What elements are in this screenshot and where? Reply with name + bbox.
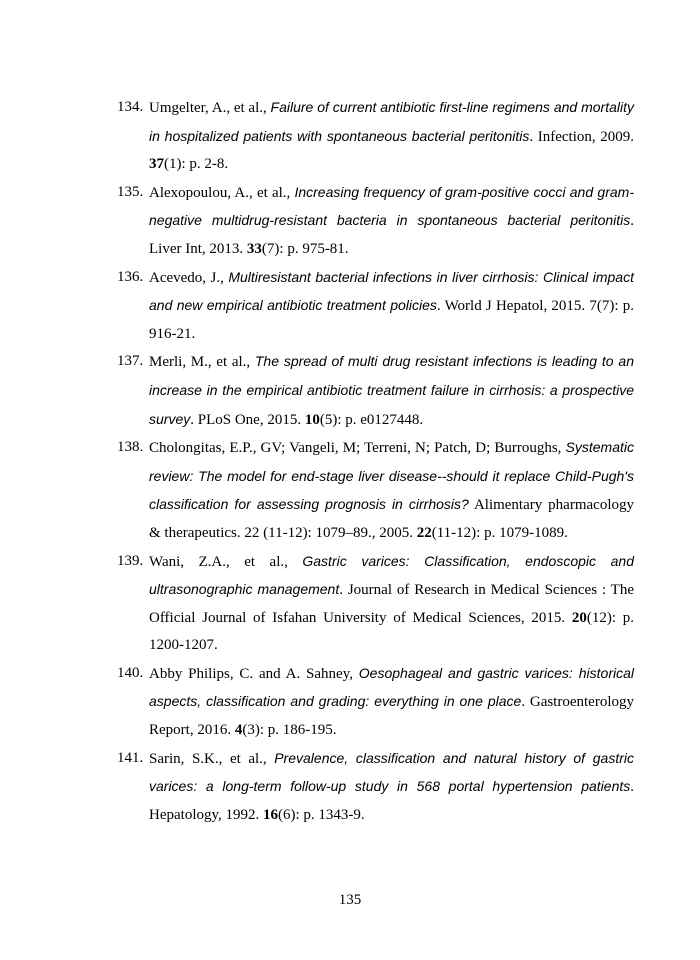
reference-number: 141. <box>117 749 144 766</box>
reference-source: Journal of Research in Medical Sciences : The Official Journal of Isfahan University of Medical Sciences, 2015. <box>149 582 634 626</box>
reference-volume: 33 <box>246 240 262 257</box>
reference-source: Hepatology, 1992. <box>149 806 260 823</box>
reference-item: 140. Abby Philips, C. and A. Sahney, Oesophageal and gastric varices: historical aspects, classification and grading: everything in one place. Gastroenterology Report, 2016. 4(3): p. 186-195. <box>117 660 634 745</box>
reference-source: Infection, 2009. <box>537 128 634 145</box>
reference-source: Liver Int, 2013. <box>149 240 244 257</box>
reference-authors: Sarin, S.K., et al., <box>149 750 267 767</box>
reference-source: World J Hepatol, 2015. 7(7): p. 916-21. <box>149 298 634 342</box>
reference-item: 136. Acevedo, J., Multiresistant bacterial infections in liver cirrhosis: Clinical impact and new empirical antibiotic treatment policies. World J Hepatol, 2015. 7(7): p. 916-21. <box>117 264 634 349</box>
reference-item: 141. Sarin, S.K., et al., Prevalence, classification and natural history of gastric varices: a long-term follow-up study in 568 portal hypertension patients. Hepatology, 1992. 16(6): p. 1343-9. <box>117 745 634 830</box>
reference-pages: (7): p. 975-81. <box>261 240 349 257</box>
reference-title: The spread of multi drug resistant infections is leading to an increase in the empirical antibiotic treatment failure in cirrhosis: a prospective survey <box>149 353 634 427</box>
reference-pages: (1): p. 2-8. <box>164 156 229 173</box>
reference-authors: Acevedo, J., <box>149 269 224 286</box>
reference-pages: (11-12): p. 1079-1089. <box>431 524 568 541</box>
reference-list <box>117 94 634 829</box>
reference-number: 137. <box>117 353 144 370</box>
reference-title: Systematic review: The model for end-stage liver disease--should it replace Child-Pugh's classification for assessing prognosis in cirrhosis? <box>149 439 634 513</box>
reference-number: 139. <box>117 552 144 569</box>
reference-item: 135. Alexopoulou, A., et al., Increasing frequency of gram-positive cocci and gram-negative multidrug-resistant bacteria in spontaneous bacterial peritonitis. Liver Int, 2013. 33(7): p. 975-81. <box>117 179 634 264</box>
reference-title: Failure of current antibiotic first-line regimens and mortality in hospitalized patients with spontaneous bacterial peritonitis <box>149 99 634 144</box>
reference-authors: Merli, M., et al., <box>149 354 251 371</box>
reference-number: 140. <box>117 664 144 681</box>
reference-title: Prevalence, classification and natural history of gastric varices: a long-term follow-up study in 568 portal hypertension patients <box>149 749 634 795</box>
reference-source: Alimentary pharmacology & therapeutics. 22 (11-12): 1079–89., 2005. <box>149 497 634 541</box>
reference-volume: 10 <box>304 411 320 428</box>
reference-title: Multiresistant bacterial infections in liver cirrhosis: Clinical impact and new empirical antibiotic treatment policies <box>149 268 634 314</box>
reference-authors: Abby Philips, C. and A. Sahney, <box>149 665 353 682</box>
reference-pages: (6): p. 1343-9. <box>278 806 365 823</box>
reference-title: Gastric varices: Classification, endoscopic and ultrasonographic management <box>149 552 634 598</box>
reference-authors: Cholongitas, E.P., GV; Vangeli, M; Terreni, N; Patch, D; Burroughs, <box>149 440 562 457</box>
reference-item: 139. Wani, Z.A., et al., Gastric varices: Classification, endoscopic and ultrasonographic management. Journal of Research in Medical Sciences : The Official Journal of Isfahan University of Medical Sciences, 2015. 20(12): p. 1200-1207. <box>117 548 634 660</box>
reference-item: 134. Umgelter, A., et al., Failure of current antibiotic first-line regimens and mortality in hospitalized patients with spontaneous bacterial peritonitis. Infection, 2009. 37(1): p. 2-8. <box>117 94 634 179</box>
reference-volume: 20 <box>571 609 587 626</box>
reference-authors: Alexopoulou, A., et al., <box>149 184 291 201</box>
reference-number: 136. <box>117 268 144 285</box>
reference-volume: 16 <box>263 806 279 823</box>
page-number: 135 <box>338 892 362 908</box>
reference-title: Oesophageal and gastric varices: historical aspects, classification and grading: everything in one place <box>149 664 634 710</box>
reference-source: PLoS One, 2015. <box>197 411 302 428</box>
reference-pages: (12): p. 1200-1207. <box>149 609 634 654</box>
reference-item: 137. Merli, M., et al., The spread of multi drug resistant infections is leading to an increase in the empirical antibiotic treatment failure in cirrhosis: a prospective survey. PLoS One, 2015. 10(5): p. e0127448. <box>117 348 634 434</box>
reference-volume: 22 <box>416 524 432 541</box>
reference-number: 138. <box>117 439 144 456</box>
reference-volume: 37 <box>149 156 164 173</box>
reference-item <box>117 434 634 547</box>
reference-source: Gastroenterology Report, 2016. <box>149 694 634 739</box>
reference-volume: 4 <box>234 722 243 739</box>
reference-authors: Umgelter, A., et al., <box>149 100 267 116</box>
reference-number: 134. <box>117 99 144 115</box>
reference-title: Increasing frequency of gram-positive cocci and gram-negative multidrug-resistant bacteria in spontaneous bacterial peritonitis <box>149 183 634 229</box>
reference-pages: (3): p. 186-195. <box>242 722 337 739</box>
reference-authors: Wani, Z.A., et al., <box>149 553 288 570</box>
reference-number: 135. <box>117 183 144 200</box>
reference-pages: (5): p. e0127448. <box>319 411 424 428</box>
